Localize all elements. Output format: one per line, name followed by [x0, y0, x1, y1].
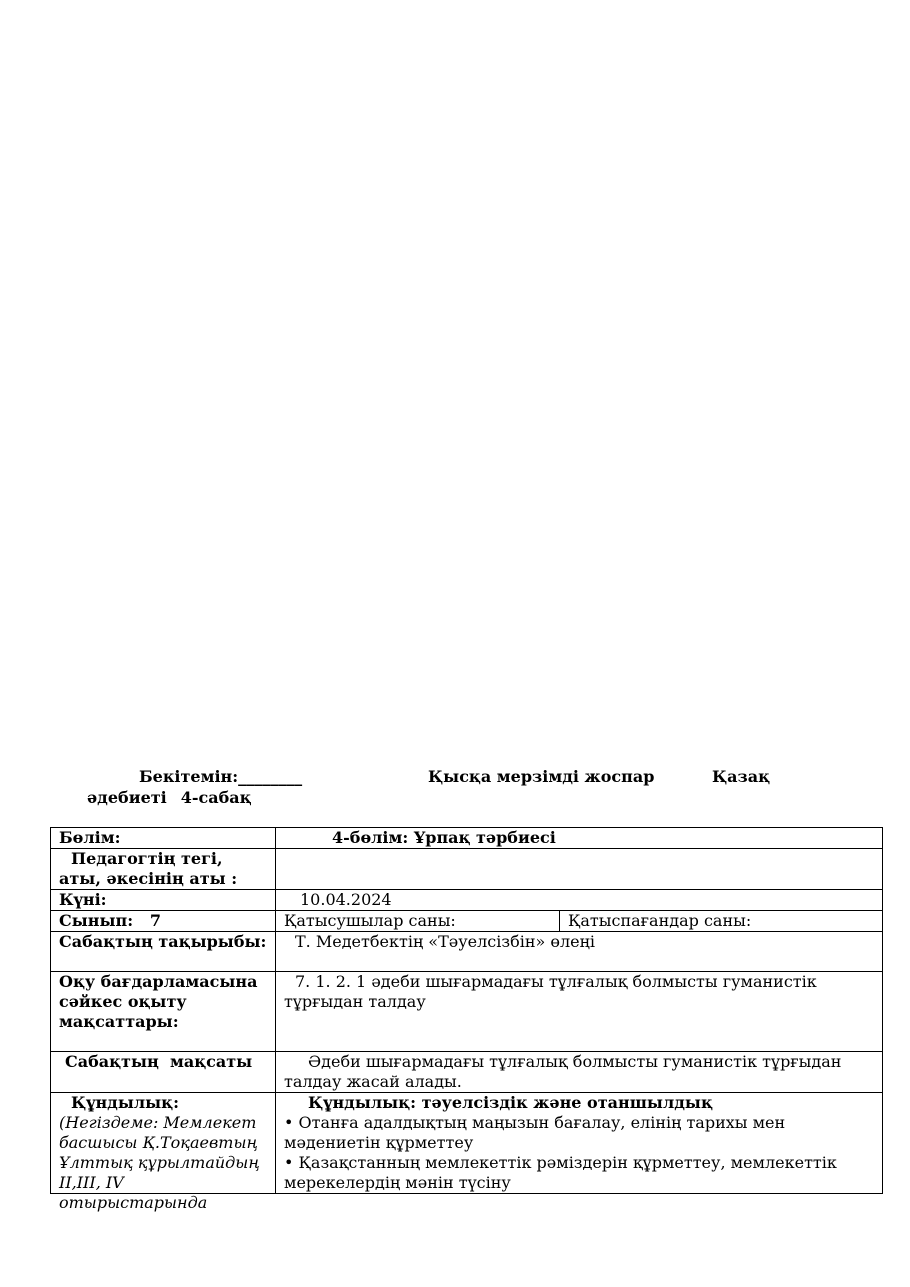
- section-value: 4-бөлім: Ұрпақ тәрбиесі: [332, 828, 556, 847]
- objectives-value-cell: [276, 972, 883, 1052]
- values-note: (Негіздеме: Мемлекет басшысы Қ.Тоқаевтың Ұлттық құрылтайдың ІІ,ІІІ, IV отырыстарында: [59, 1113, 260, 1212]
- goal-label: Сабақтың мақсаты: [65, 1052, 253, 1071]
- row-objectives: [51, 972, 883, 1052]
- header-line-1: [0, 766, 910, 787]
- row-class: [51, 911, 883, 932]
- plan-title: Қысқа мерзімді жоспар: [428, 767, 655, 786]
- row-date: [51, 890, 883, 911]
- values-label-cell: [51, 1093, 276, 1212]
- section-value-cell: [276, 828, 883, 849]
- teacher-label-cell: [51, 849, 276, 890]
- teacher-value[interactable]: [276, 849, 883, 890]
- approval-line: Бекітемін:________: [139, 767, 303, 786]
- date-value-cell: [276, 890, 883, 911]
- topic-value: Т. Медетбектің «Тәуелсізбін» өлеңі: [295, 932, 595, 951]
- objectives-value: 7. 1. 2. 1 әдеби шығармадағы тұлғалық болмысты гуманистік тұрғыдан талдау: [284, 972, 817, 1011]
- row-goal: [51, 1052, 883, 1093]
- teacher-label: Педагогтің тегі, аты, әкесінің аты :: [59, 849, 238, 888]
- topic-value-cell: [276, 932, 883, 972]
- date-label: Күні:: [51, 890, 276, 911]
- topic-label: Сабақтың тақырыбы:: [51, 932, 276, 972]
- values-content-cell: [276, 1093, 883, 1194]
- lesson-number: 4-сабақ: [180, 788, 252, 807]
- values-label: Құндылық:: [71, 1093, 179, 1112]
- row-topic: [51, 932, 883, 972]
- goal-value: Әдеби шығармадағы тұлғалық болмысты гуманистік тұрғыдан талдау жасай алады.: [284, 1052, 842, 1091]
- absent-count-label: Қатыспағандар саны:: [560, 911, 883, 932]
- values-item-2: • Қазақстанның мемлекеттік рәміздерін құрметтеу, мемлекеттік мерекелердің мәнін түсіну: [284, 1153, 837, 1192]
- class-label: Сынып: 7: [51, 911, 276, 932]
- header-line-2: [87, 787, 252, 808]
- date-value: 10.04.2024: [300, 890, 392, 909]
- row-section: [51, 828, 883, 849]
- subject-name-part1: Қазақ: [712, 767, 770, 786]
- values-item-1: • Отанға адалдықтың маңызын бағалау, елінің тарихы мен мәдениетін құрметтеу: [284, 1113, 786, 1152]
- subject-name-part2: әдебиеті: [87, 788, 167, 807]
- present-count-label: Қатысушылар саны:: [276, 911, 560, 932]
- row-values: [51, 1093, 883, 1194]
- document-header: [0, 766, 910, 807]
- lesson-plan-table: [50, 827, 883, 1212]
- values-heading: Құндылық: тәуелсіздік және отаншылдық: [308, 1093, 713, 1112]
- objectives-label: Оқу бағдарламасына сәйкес оқыту мақсаттары:: [51, 972, 276, 1052]
- goal-label-cell: [51, 1052, 276, 1093]
- row-teacher: [51, 849, 883, 890]
- goal-value-cell: [276, 1052, 883, 1093]
- section-label: Бөлім:: [51, 828, 276, 849]
